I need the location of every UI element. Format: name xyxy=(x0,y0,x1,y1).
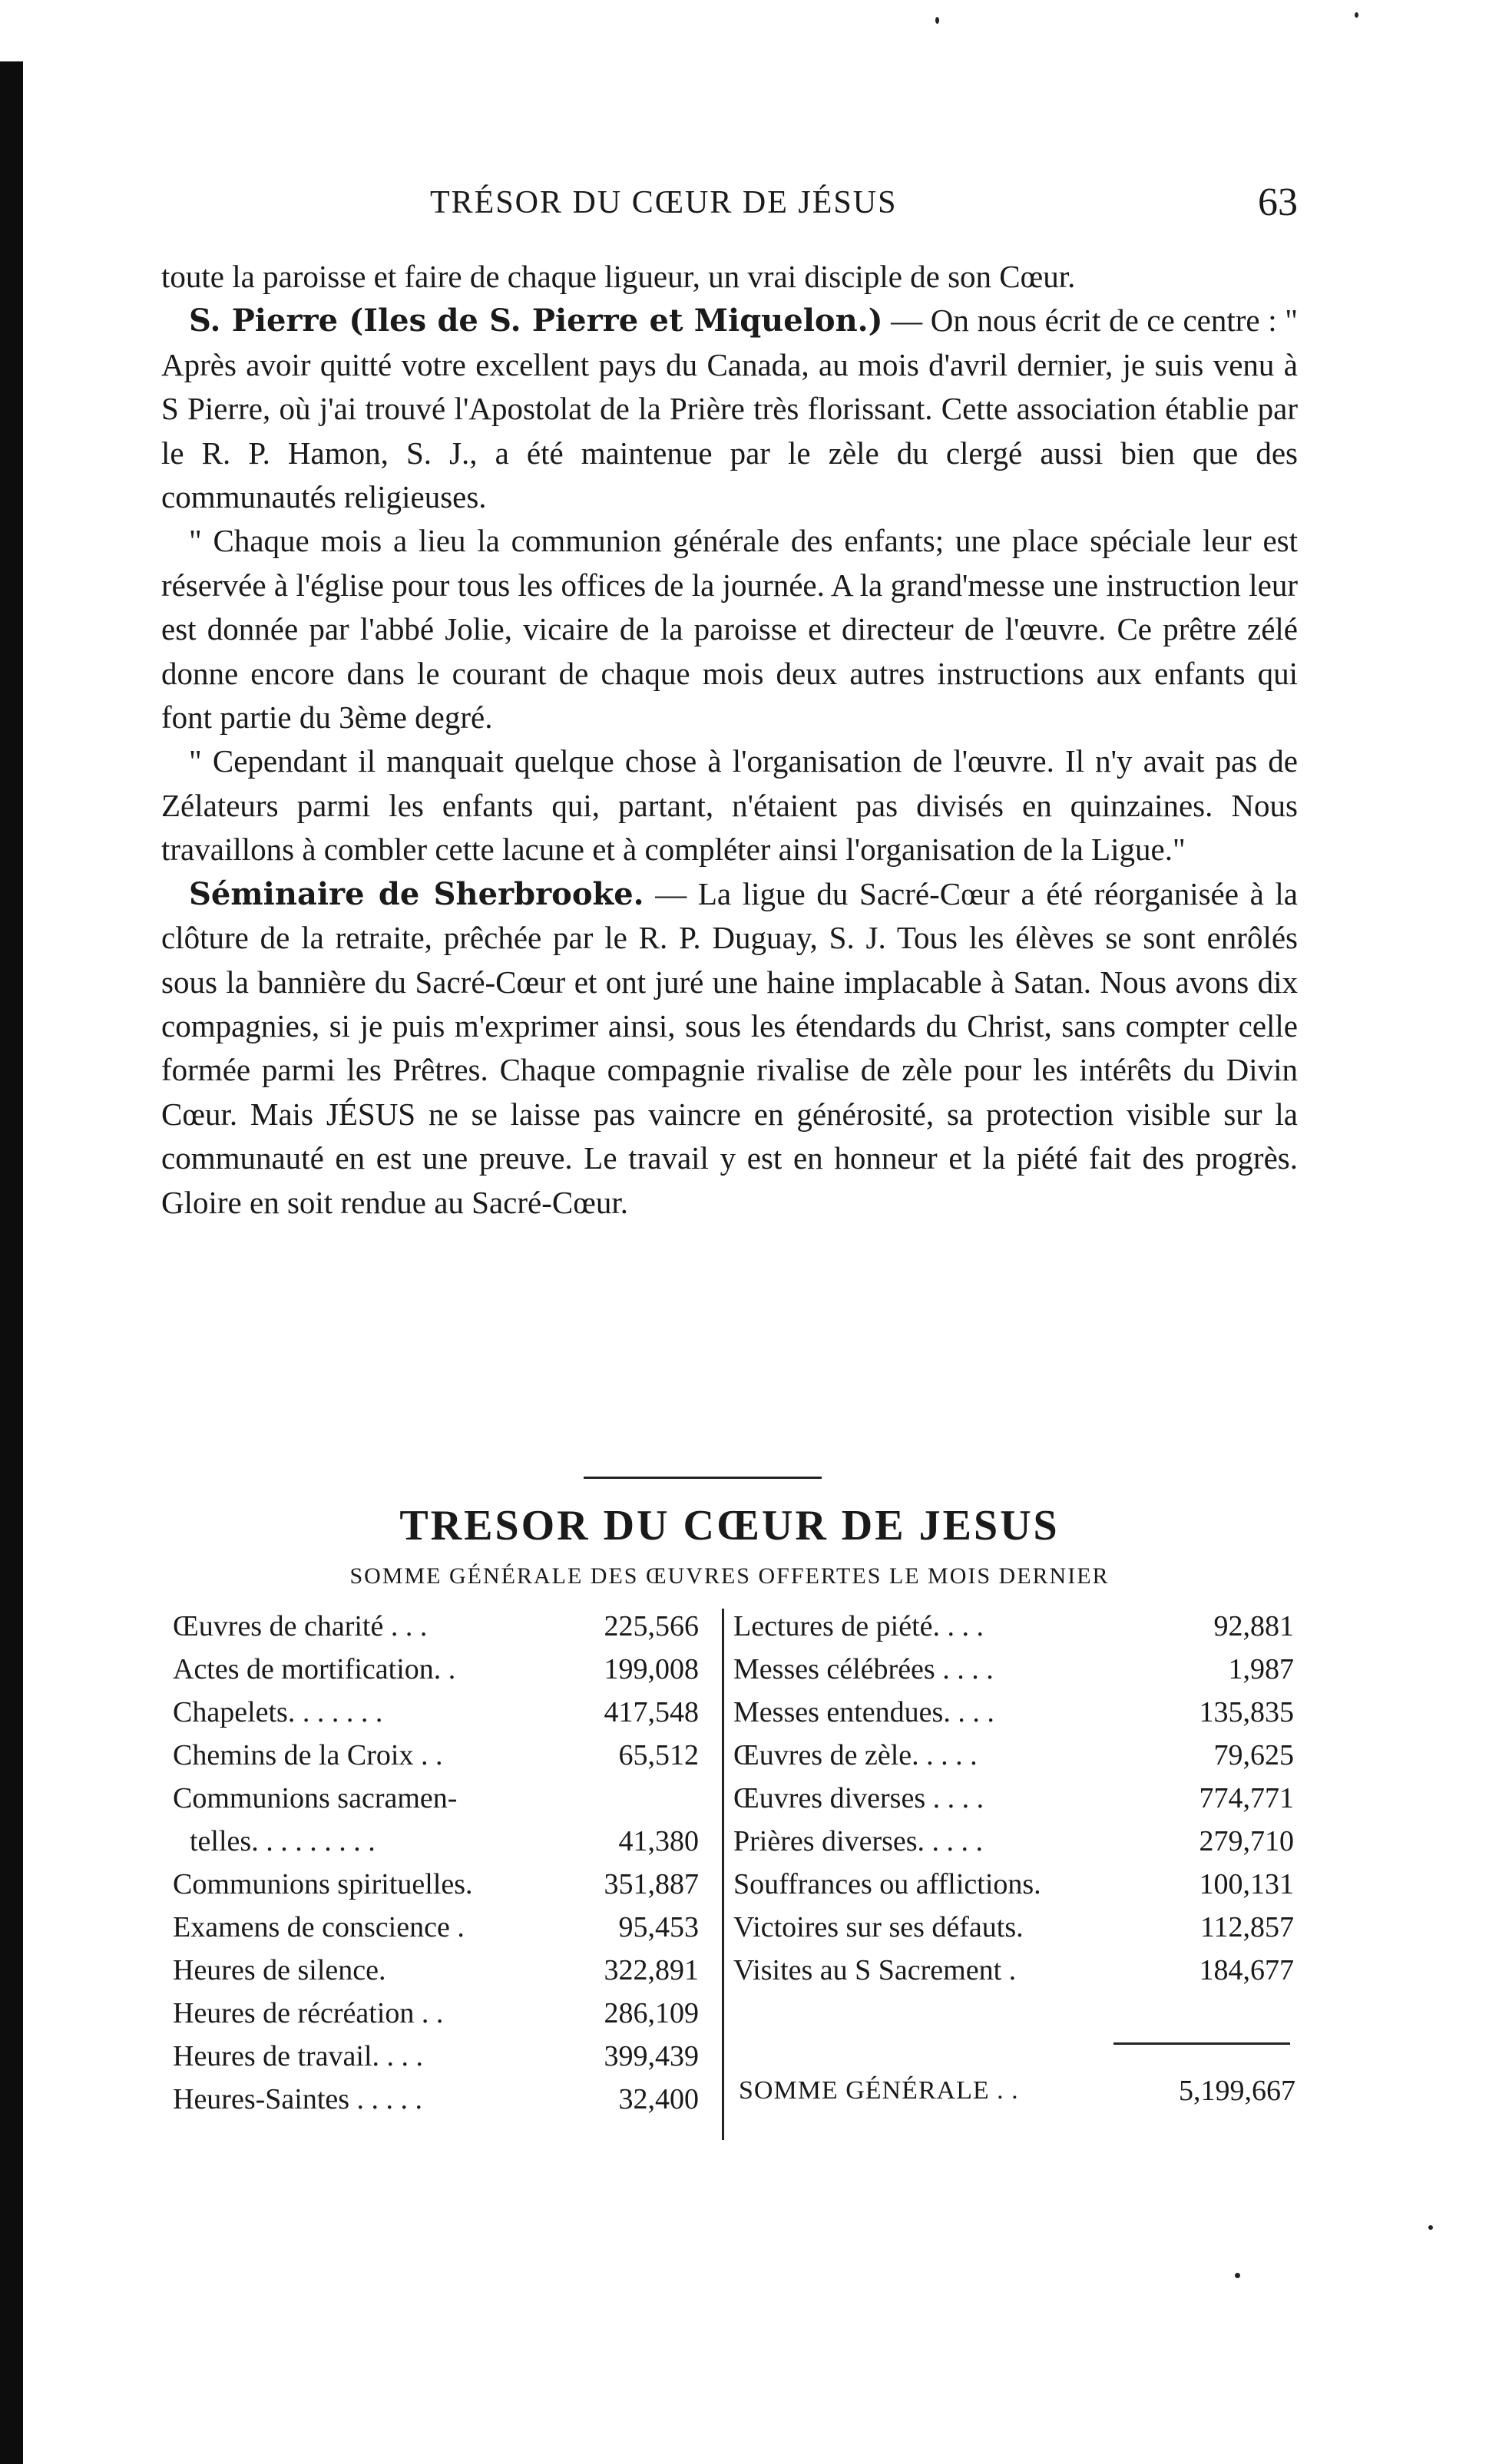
table-left-column xyxy=(173,1605,714,2121)
row-label: Messes entendues. . . . xyxy=(733,1696,994,1728)
row-label: telles. . . . . . . . . xyxy=(190,1825,376,1857)
table-row xyxy=(733,1648,1294,1691)
row-label: Heures de récréation . . xyxy=(173,1997,444,2029)
row-label: Communions sacramen- xyxy=(173,1782,458,1814)
row-label: Chemins de la Croix . . xyxy=(173,1739,443,1771)
row-value: 417,548 xyxy=(604,1696,699,1728)
row-value: 1,987 xyxy=(1228,1653,1294,1685)
row-label: Heures-Saintes . . . . . xyxy=(173,2083,423,2115)
binding-edge xyxy=(0,61,23,2464)
row-label: Examens de conscience . xyxy=(173,1911,465,1943)
row-value: 32,400 xyxy=(618,2083,699,2115)
row-label: Heures de silence. xyxy=(173,1954,386,1986)
table-row xyxy=(173,1648,714,1691)
table-row xyxy=(733,1691,1294,1734)
section-divider xyxy=(584,1477,822,1479)
ink-speck xyxy=(1235,2273,1240,2278)
row-value: 92,881 xyxy=(1213,1610,1294,1642)
row-label: Messes célébrées . . . . xyxy=(733,1653,994,1685)
row-value: 95,453 xyxy=(618,1911,699,1943)
paragraph: toute la paroisse et faire de chaque ligueur, un vrai disciple de son Cœur. xyxy=(161,259,1076,294)
table-row xyxy=(173,1949,714,1992)
table-row xyxy=(173,1906,714,1949)
row-value: 322,891 xyxy=(604,1954,699,1986)
ink-speck xyxy=(1428,2225,1433,2230)
row-label: Lectures de piété. . . . xyxy=(733,1610,984,1642)
row-value: 112,857 xyxy=(1199,1911,1294,1943)
row-label: Communions spirituelles. xyxy=(173,1868,473,1900)
paragraph-text: — La ligue du Sacré-Cœur a été réorganisée à la clôture de la retraite, prêchée par le R. P. Duguay, S. J. Tous les élèves se sont enrôlés sous la bannière du Sacré-Cœur et ont juré une haine implacable à Satan. Nous avons dix compagnies, si je puis m'exprimer ainsi, sous les étendards du Christ, sans compter celle formée parmi les Prêtres. Chaque compagnie rivalise de zèle pour les intérêts du Divin Cœur. Mais JÉSUS ne se laisse pas vaincre en générosité, sa protection visible sur la communauté en est une preuve. Le travail y est en honneur et la piété fait des progrès. Gloire en soit rendue au Sacré-Cœur. xyxy=(161,875,1298,1220)
row-label: Actes de mortification. . xyxy=(173,1653,456,1685)
table-row xyxy=(173,2078,714,2121)
paragraph: " Cependant il manquait quelque chose à l'organisation de l'œuvre. Il n'y avait pas de Zélateurs parmi les enfants qui, partant, n'étaient pas divisés en quinzaines. Nous travaillons à combler cette lacune et à compléter ainsi l'organisation de la Ligue." xyxy=(161,743,1298,868)
row-value: 279,710 xyxy=(1199,1825,1294,1857)
table-row xyxy=(733,1906,1294,1949)
table-row xyxy=(733,1777,1294,1820)
row-label: Visites au S Sacrement . xyxy=(733,1954,1017,1986)
row-value: 351,887 xyxy=(604,1868,699,1900)
grand-total-row xyxy=(739,2069,1295,2112)
table-row xyxy=(733,1863,1294,1906)
paragraph xyxy=(161,872,1298,1225)
table-row xyxy=(173,1691,714,1734)
table-row xyxy=(173,1820,714,1863)
paragraph-text: — On nous écrit de ce centre : " Après avoir quitté votre excellent pays du Canada, au mois d'avril dernier, je suis venu à S Pierre, où j'ai trouvé l'Apostolat de la Prière très florissant. Cette association établie par le R. P. Hamon, S. J., a été maintenue par le zèle du clergé aussi bien que des communautés religieuses. xyxy=(161,303,1298,515)
row-label: Chapelets. . . . . . . xyxy=(173,1696,383,1728)
row-label: Œuvres de zèle. . . . . xyxy=(733,1739,978,1771)
row-label: Heures de travail. . . . xyxy=(173,2040,424,2072)
article-body xyxy=(161,255,1298,1225)
row-value: 774,771 xyxy=(1199,1782,1294,1814)
row-value: 79,625 xyxy=(1213,1739,1294,1771)
table-row xyxy=(733,1605,1294,1648)
table-subtitle: SOMME GÉNÉRALE DES ŒUVRES OFFERTES LE MOIS DERNIER xyxy=(349,1563,1110,1589)
row-value: 100,131 xyxy=(1199,1868,1294,1900)
page-header xyxy=(161,180,1298,230)
table-row xyxy=(733,1820,1294,1863)
running-title: TRÉSOR DU CŒUR DE JÉSUS xyxy=(430,185,898,220)
row-value: 286,109 xyxy=(604,1997,699,2029)
row-label: Souffrances ou afflictions. xyxy=(733,1868,1041,1900)
section-lead: Séminaire de Sherbrooke. xyxy=(189,875,644,912)
row-value: 399,439 xyxy=(604,2040,699,2072)
table-row xyxy=(173,1777,714,1820)
table-row xyxy=(173,2035,714,2078)
paragraph: " Chaque mois a lieu la communion générale des enfants; une place spéciale leur est réservée à l'église pour tous les offices de la journée. A la grand'messe une instruction leur est donnée par l'abbé Jolie, vicaire de la paroisse et directeur de l'œuvre. Ce prêtre zélé donne encore dans le courant de chaque mois deux autres instructions aux enfants qui font partie du 3ème degré. xyxy=(161,523,1298,736)
grand-total-label: SOMME GÉNÉRALE . . xyxy=(739,2076,1019,2105)
column-rule xyxy=(722,1609,724,2140)
table-row xyxy=(173,1605,714,1648)
total-rule xyxy=(1113,2042,1290,2045)
row-value: 65,512 xyxy=(618,1739,699,1771)
row-label: Œuvres diverses . . . . xyxy=(733,1782,984,1814)
row-label: Œuvres de charité . . . xyxy=(173,1610,428,1642)
table-row xyxy=(733,1734,1294,1777)
grand-total-value: 5,199,667 xyxy=(1179,2075,1295,2107)
row-value: 41,380 xyxy=(618,1825,699,1857)
table-row xyxy=(733,1949,1294,1992)
row-label: Prières diverses. . . . . xyxy=(733,1825,984,1857)
table-row xyxy=(173,1992,714,2035)
page-number: 63 xyxy=(1258,180,1298,224)
row-value: 199,008 xyxy=(604,1653,699,1685)
paragraph xyxy=(161,299,1298,519)
table-title: TRESOR DU CŒUR DE JESUS xyxy=(399,1502,1060,1550)
ink-speck xyxy=(935,17,939,24)
table-row xyxy=(173,1734,714,1777)
table-right-column xyxy=(733,1605,1294,1992)
row-value: 135,835 xyxy=(1199,1696,1294,1728)
ink-speck xyxy=(1355,12,1358,18)
table-row xyxy=(173,1863,714,1906)
row-label: Victoires sur ses défauts. xyxy=(733,1911,1024,1943)
row-value: 184,677 xyxy=(1199,1954,1294,1986)
section-lead: S. Pierre (Iles de S. Pierre et Miquelon.) xyxy=(189,303,883,339)
row-value: 225,566 xyxy=(604,1610,699,1642)
